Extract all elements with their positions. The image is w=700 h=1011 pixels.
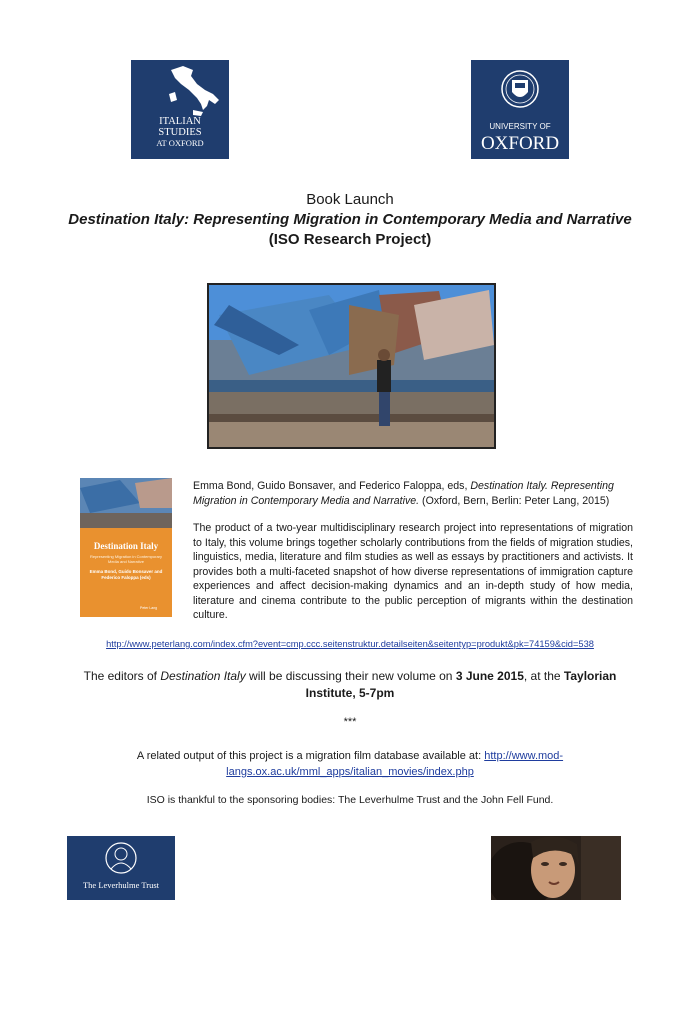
john-fell-portrait bbox=[491, 836, 621, 900]
leverhulme-logo bbox=[67, 836, 175, 900]
boat-wreck-photo bbox=[207, 283, 496, 449]
event-mid: will be discussing their new volume on bbox=[245, 669, 456, 683]
oxford-crest-icon bbox=[501, 66, 539, 112]
event-at: , at the bbox=[523, 669, 564, 683]
event-venue: Taylorian Institute, 5-7pm bbox=[305, 669, 617, 700]
cover-title: Destination Italy bbox=[93, 541, 159, 551]
oxford-logo bbox=[471, 60, 569, 159]
cover-photo bbox=[80, 478, 172, 528]
leverhulme-portrait-icon bbox=[105, 841, 137, 875]
citation-publisher: (Oxford, Bern, Berlin: Peter Lang, 2015) bbox=[419, 494, 610, 507]
logo-line-3: AT OXFORD bbox=[156, 138, 204, 148]
leverhulme-text: The Leverhulme Trust bbox=[82, 880, 160, 890]
cover-subtitle: Representing Migration in Contemporary Media and Narrative bbox=[89, 554, 163, 564]
cover-publisher: Peter Lang bbox=[140, 606, 158, 610]
oxford-big-text: OXFORD bbox=[480, 133, 560, 154]
description: The product of a two-year multidisciplinary research project into representations of migration to Italy, this volume brings together scholarly contributions from the fields of migration studies, linguistics, media, literature and film studies as well as essays by practitioners and activists. It provides both a multi-faceted snapshot of how diverse representations of immigration capture experiences and affect decision-making dynamics and an in-depth study of how media, literature and cinema contribute to the public perception of migrants within the destination culture. bbox=[193, 522, 633, 621]
book-url-link[interactable]: http://www.peterlang.com/index.cfm?event=cmp.ccc.seitenstruktur.detailseiten&seitentyp=produkt&pk=74159&cid=538 bbox=[106, 639, 594, 649]
cover-authors: Emma Bond, Guido Bonsaver and Federico Faloppa (eds) bbox=[89, 569, 163, 580]
book-cover bbox=[80, 478, 172, 617]
project-heading: (ISO Research Project) bbox=[268, 231, 432, 248]
separator: *** bbox=[343, 716, 357, 728]
book-launch-heading: Book Launch bbox=[306, 191, 394, 208]
title-block bbox=[40, 190, 660, 250]
citation-title: Destination Italy. Representing Migration in Contemporary Media and Narrative. bbox=[193, 480, 614, 507]
database-link[interactable]: http://www.mod-langs.ox.ac.uk/mml_apps/italian_movies/index.php bbox=[226, 750, 564, 778]
oxford-small-text: UNIVERSITY OF bbox=[489, 122, 551, 131]
citation bbox=[193, 479, 633, 508]
logo-line-2: STUDIES bbox=[158, 127, 202, 138]
book-title-heading: Destination Italy: Representing Migration in Contemporary Media and Narrative bbox=[68, 211, 632, 228]
database-line bbox=[125, 748, 575, 780]
citation-authors: Emma Bond, Guido Bonsaver, and Federico Faloppa, eds, bbox=[193, 480, 471, 492]
logo-line-1: ITALIAN bbox=[159, 116, 201, 127]
sponsor-thanks: ISO is thankful to the sponsoring bodies: The Leverhulme Trust and the John Fell Fund. bbox=[146, 794, 554, 806]
event-book-title: Destination Italy bbox=[160, 669, 246, 683]
italian-studies-logo bbox=[131, 60, 229, 159]
event-pre: The editors of bbox=[83, 669, 161, 683]
book-url-line bbox=[30, 639, 670, 649]
italy-map-icon bbox=[163, 64, 223, 119]
database-text: A related output of this project is a migration film database available at: bbox=[136, 750, 485, 762]
event-date: 3 June 2015 bbox=[455, 669, 524, 683]
event-announcement bbox=[80, 668, 620, 702]
